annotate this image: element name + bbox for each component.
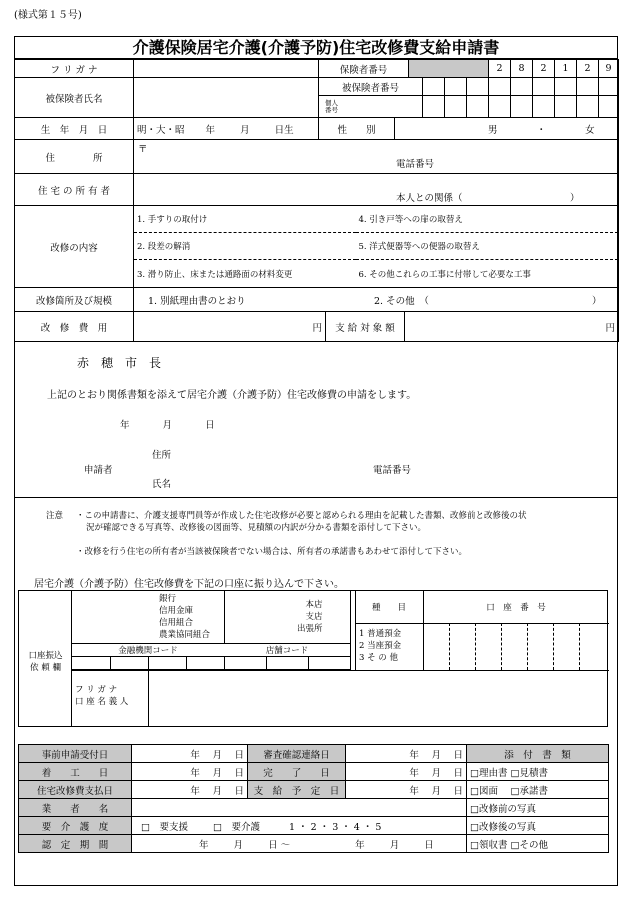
note-1-cont: 況が確認できる写真等、改修後の図面等、見積額の内訳が分かる書類を添付して下さい。 [86, 523, 427, 533]
office-date-field[interactable]: 年 月 日 [346, 781, 467, 799]
sex-label: 性 別 [319, 118, 395, 140]
bank-side-label: 口座振込 [28, 651, 63, 661]
insurer-digit: 2 [489, 60, 511, 78]
bank-table: 口座振込 依 頼 欄 銀行 信用金庫 信用組合 農業協同組合 本店 支店 出張所 金融機関コード 店舗コード 種 目 1 普通預金 2 当座預金 3 そ の 他 口 座 番 号 フ リ ガ ナ 口 座 名 義 人 [18, 590, 608, 727]
branch-code-label: 店舗コード [265, 646, 309, 656]
bank-heading: 居宅介護（介護予防）住宅改修費を下記の口座に振り込んで下さい。 [34, 579, 344, 590]
applicant-name-label: 氏名 [152, 479, 172, 490]
birth-label: 生 年 月 日 [15, 118, 134, 140]
owner-field[interactable]: 本人との関係（ ） [134, 174, 619, 206]
institution-types[interactable]: 銀行 信用金庫 信用組合 農業協同組合 [159, 594, 211, 640]
office-date-field[interactable]: 年 月 日 [346, 745, 467, 763]
office-use-table [18, 744, 609, 853]
location-label: 改修箇所及び規模 [15, 288, 134, 312]
form-number: (様式第１５号) [14, 10, 82, 21]
renovation-item[interactable]: 2. 段差の解消 [134, 233, 356, 260]
office-label: 支 給 予 定 日 [248, 781, 346, 799]
sex-field[interactable]: 男 ・ 女 [395, 118, 619, 140]
account-type-label: 種 目 [371, 603, 406, 613]
office-label: 事前申請受付日 [19, 745, 132, 763]
renovation-item[interactable]: 5. 洋式便器等への便器の取替え [356, 233, 619, 260]
care-level-label: 要 介 護 度 [19, 817, 132, 835]
note-2: ・改修を行う住宅の所有者が当該被保険者でない場合は、所有者の承諾書もあわせて添付して下さい。 [76, 547, 468, 557]
insurer-digit: 1 [555, 60, 577, 78]
phone-label: 電話番号 [396, 159, 435, 170]
application-date[interactable]: 年 月 日 [120, 420, 215, 431]
cost-table [14, 311, 619, 342]
cert-period-field[interactable]: 年 月 日 〜 年 月 日 [132, 835, 467, 853]
address-label: 住 所 [15, 140, 134, 174]
cert-period-label: 認 定 期 間 [19, 835, 132, 853]
birth-field[interactable]: 明・大・昭 年 月 日生 [134, 118, 319, 140]
office-date-field[interactable]: 年 月 日 [132, 763, 248, 781]
personal-number-label: 個人番号 [319, 96, 423, 118]
renovation-item[interactable]: 6. その他これらの工事に付帯して必要な工事 [356, 260, 619, 288]
eligible-label: 支 給 対 象 額 [326, 312, 405, 342]
branch-types[interactable]: 本店 支店 出張所 [297, 600, 323, 634]
holder-name-label: 口 座 名 義 人 [75, 697, 129, 707]
notes-label: 注意 [46, 511, 64, 521]
office-label: 住宅改修費支払日 [19, 781, 132, 799]
renovation-item[interactable]: 4. 引き戸等への扉の取替え [356, 206, 619, 233]
insurer-digit: 2 [577, 60, 599, 78]
care-level-field[interactable]: □ 要支援 □ 要介護 1 ・ 2 ・ 3 ・ 4 ・ 5 [132, 817, 467, 835]
office-label: 審査確認連絡日 [248, 745, 346, 763]
holder-furigana-label: フ リ ガ ナ [75, 685, 118, 695]
insurer-digit: 2 [533, 60, 555, 78]
account-number-label: 口 座 番 号 [486, 603, 546, 613]
office-date-field[interactable]: 年 月 日 [132, 745, 248, 763]
attachment-option[interactable]: □図面 □承諾書 [467, 781, 609, 799]
office-date-field[interactable]: 年 月 日 [132, 781, 248, 799]
cost-label: 改 修 費 用 [15, 312, 134, 342]
attachment-option[interactable]: □領収書 □その他 [467, 835, 609, 853]
renovation-item[interactable]: 1. 手すりの取付け [134, 206, 356, 233]
insurer-number-label: 保険者番号 [319, 60, 409, 78]
contractor-field[interactable] [132, 799, 467, 817]
applicant-label: 申請者 [84, 465, 113, 476]
applicant-address-label: 住所 [152, 450, 172, 461]
insured-number-label: 被保険者番号 [319, 78, 423, 96]
furigana-label: フ リ ガ ナ [15, 60, 134, 78]
address-field[interactable]: 〒 電話番号 [134, 140, 619, 174]
applicant-info-table [14, 59, 619, 118]
application-block [14, 341, 618, 498]
note-1: ・この申請書に、介護支援専門員等が作成した住宅改修が必要と認められる理由を記載した書類、改修前と改修後の状 [76, 511, 527, 521]
contractor-label: 業 者 名 [19, 799, 132, 817]
furigana-field[interactable] [134, 60, 319, 78]
renovation-table [14, 205, 619, 288]
location-field[interactable]: 1. 別紙理由書のとおり 2. その他 （ ） [134, 288, 619, 312]
office-date-field[interactable]: 年 月 日 [346, 763, 467, 781]
address-table [14, 139, 619, 206]
location-table [14, 287, 619, 312]
renovation-label: 改修の内容 [15, 206, 134, 288]
insured-name-field[interactable] [134, 78, 319, 118]
insured-name-label: 被保険者氏名 [15, 78, 134, 118]
owner-label: 住 宅 の 所 有 者 [15, 174, 134, 206]
application-statement: 上記のとおり関係書類を添えて居宅介護（介護予防）住宅改修費の申請をします。 [47, 390, 417, 401]
office-label: 完 了 日 [248, 763, 346, 781]
eligible-field[interactable]: 円 [405, 312, 619, 342]
form-title: 介護保険居宅介護(介護予防)住宅改修費支給申請書 [14, 36, 618, 59]
applicant-phone-label: 電話番号 [373, 465, 412, 476]
birth-row [14, 117, 619, 140]
addressee: 赤 穂 市 長 [77, 356, 162, 370]
account-type-options[interactable]: 1 普通預金 2 当座預金 3 そ の 他 [359, 629, 402, 663]
renovation-item[interactable]: 3. 滑り防止、床または通路面の材料変更 [134, 260, 356, 288]
attachment-option[interactable]: □改修後の写真 [467, 817, 609, 835]
attachments-label: 添 付 書 類 [467, 745, 609, 763]
insurer-digit: 9 [599, 60, 619, 78]
attachment-option[interactable]: □改修前の写真 [467, 799, 609, 817]
office-label: 着 工 日 [19, 763, 132, 781]
cost-field[interactable]: 円 [134, 312, 326, 342]
holder-name-field[interactable] [149, 671, 607, 725]
attachment-option[interactable]: □理由書 □見積書 [467, 763, 609, 781]
institution-code-label: 金融機関コード [118, 646, 178, 656]
insurer-digit: 8 [511, 60, 533, 78]
